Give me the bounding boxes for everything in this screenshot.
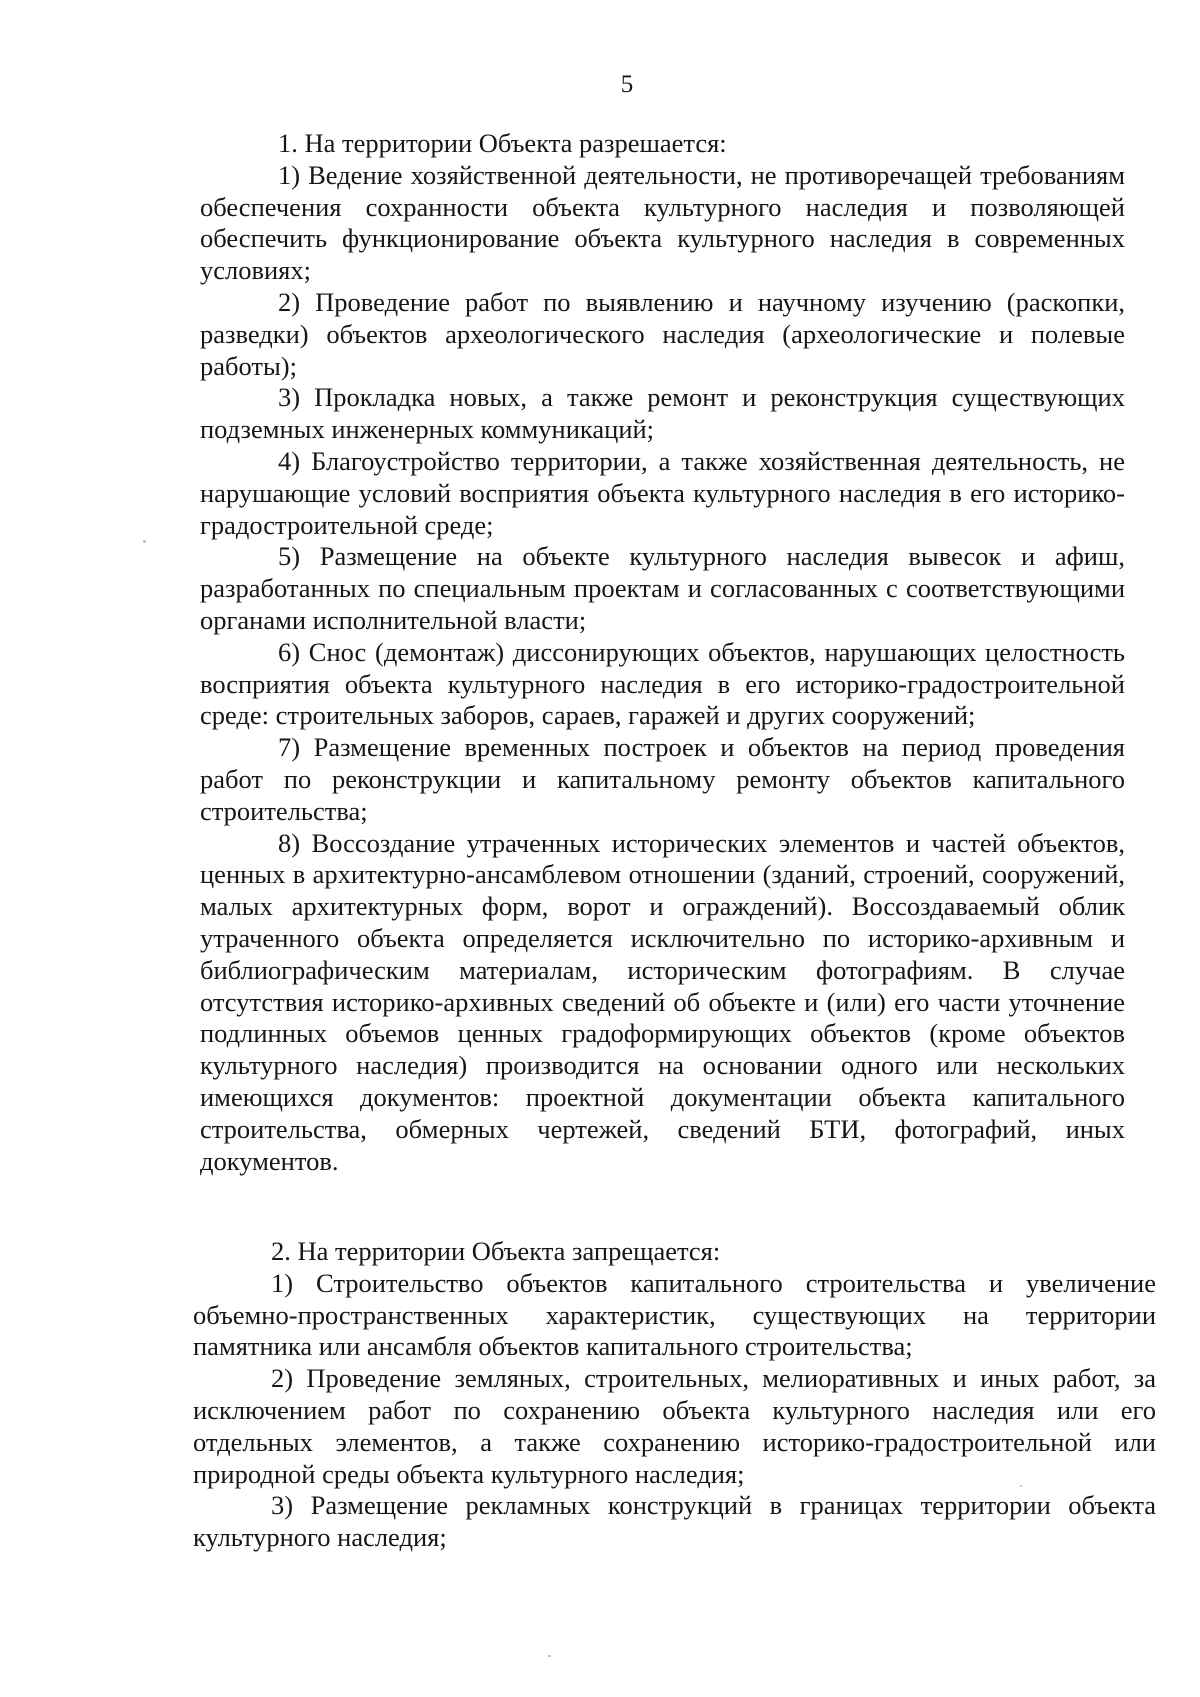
permitted-item-2: 2) Проведение работ по выявлению и научному изучению (раскопки, разведки) объектов археологического наследия (археологические и полевые работы); — [200, 286, 1125, 381]
prohibited-item-1: 1) Строительство объектов капитального строительства и увеличение объемно-пространственных характеристик, существующих на территории памятника или ансамбля объектов капитального строительства; — [193, 1267, 1156, 1362]
section-permitted — [200, 128, 1125, 1177]
section-heading-prohibited: 2. На территории Объекта запрещается: — [271, 1236, 721, 1266]
permitted-item-5: 5) Размещение на объекте культурного наследия вывесок и афиш, разработанных по специальным проектам и согласованных с соответствующими органами исполнительной власти; — [200, 541, 1125, 635]
prohibited-item-3: 3) Размещение рекламных конструкций в границах территории объекта культурного наследия; — [193, 1490, 1156, 1553]
permitted-item-3: 3) Прокладка новых, а также ремонт и реконструкция существующих подземных инженерных коммуникаций; — [200, 382, 1125, 445]
scan-speck — [548, 1655, 551, 1657]
page-number: 5 — [620, 71, 634, 98]
permitted-item-1: 1) Ведение хозяйственной деятельности, не противоречащей требованиям обеспечения сохранности объекта культурного наследия и позволяющей обеспечить функционирование объекта культурного наследия в современных условиях; — [200, 159, 1125, 286]
permitted-item-8: 8) Воссоздание утраченных исторических элементов и частей объектов, ценных в архитектурно-ансамблевом отношении (зданий, строений, сооружений, малых архитектурных форм, ворот и ограждений). Воссоздаваемый облик утраченного объекта определяется исключительно по историко-архивным и библиографическим материалам, историческим фотографиям. В случае отсутствия историко-архивных сведений об объекте и (или) его части уточнение подлинных объемов ценных градоформирующих объектов (кроме объектов культурного наследия) производится на основании одного или нескольких имеющихся документов: проектной документации объекта капитального строительства, обмерных чертежей, сведений БТИ, фотографий, иных документов. — [200, 827, 1125, 1176]
permitted-item-6: 6) Снос (демонтаж) диссонирующих объектов, нарушающих целостность восприятия объекта культурного наследия в его историко-градостроительной среде: строительных заборов, сараев, гаражей и других сооружений; — [200, 636, 1125, 731]
section-heading-permitted: 1. На территории Объекта разрешается: — [278, 128, 727, 158]
permitted-item-4: 4) Благоустройство территории, а также хозяйственная деятельность, не нарушающие условий восприятия объекта культурного наследия в его историко-градостроительной среде; — [200, 445, 1125, 540]
scan-speck — [1020, 1485, 1022, 1487]
prohibited-item-2: 2) Проведение земляных, строительных, мелиоративных и иных работ, за исключением работ по сохранению объекта культурного наследия или его отдельных элементов, а также сохранению историко-градостроительной или природной среды объекта культурного наследия; — [193, 1363, 1156, 1489]
permitted-item-7: 7) Размещение временных построек и объектов на период проведения работ по реконструкции и капитальному ремонту объектов капитального строительства; — [200, 732, 1125, 826]
scan-speck — [143, 540, 146, 543]
section-prohibited — [193, 1236, 1156, 1554]
